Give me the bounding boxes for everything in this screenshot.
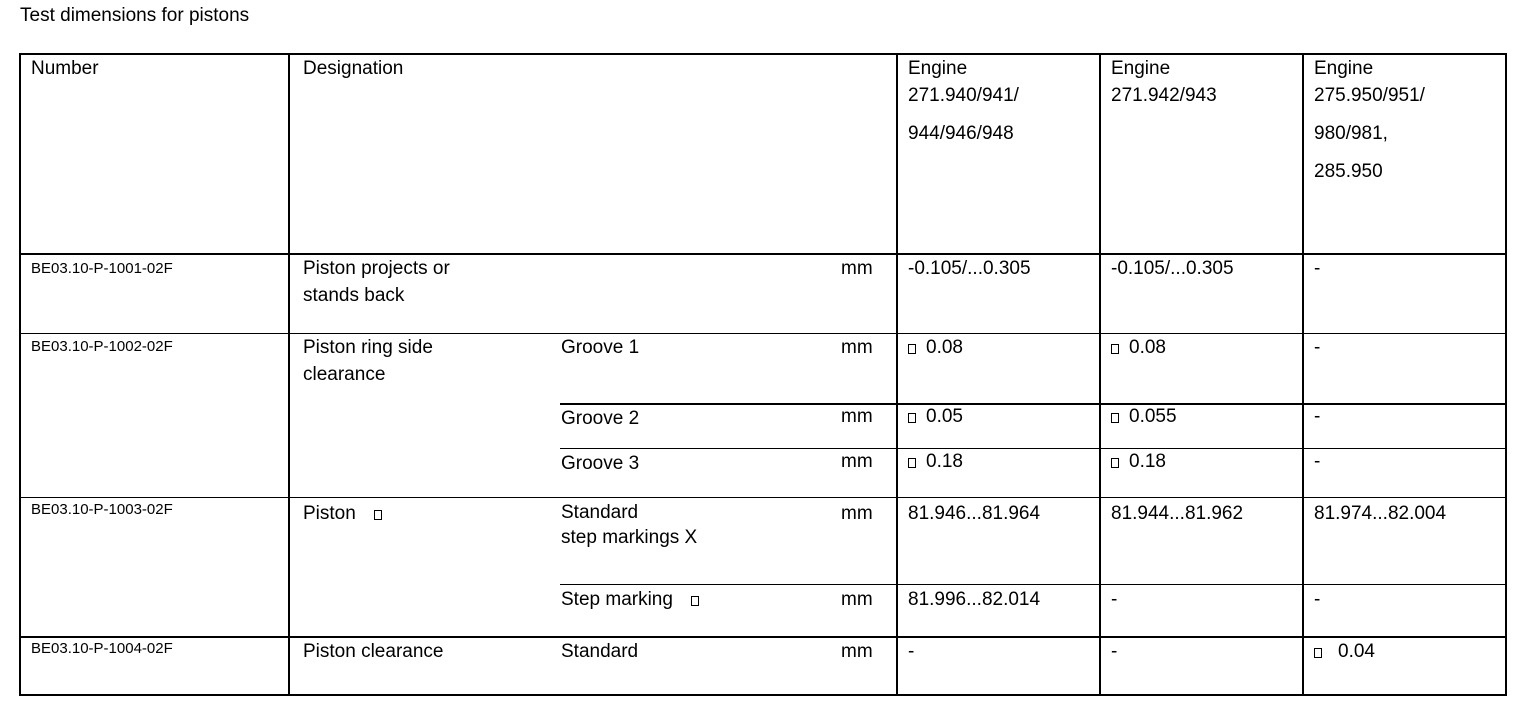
unit-label: mm — [841, 503, 873, 524]
symbol-icon — [908, 458, 916, 468]
sub-label: Groove 1 — [561, 337, 640, 358]
value-engine-2: 0.055 — [1111, 403, 1177, 430]
symbol-icon — [1314, 648, 1322, 658]
table-row-designation: Piston ring side clearance — [303, 337, 433, 385]
unit-label: mm — [841, 337, 873, 358]
value-engine-3: 0.04 — [1314, 638, 1375, 665]
table-row-designation: Piston projects or stands back — [303, 258, 450, 306]
value-engine-3: - — [1314, 589, 1321, 610]
table-row-number: BE03.10-P-1002-02F — [31, 338, 173, 355]
table-divider — [560, 584, 1507, 585]
value-engine-1: 0.08 — [908, 334, 963, 361]
sub-label: Groove 3 — [561, 453, 640, 474]
table-row-designation: Piston — [303, 500, 392, 527]
table-divider — [1099, 53, 1101, 696]
symbol-icon — [1111, 344, 1119, 354]
table-row-number: BE03.10-P-1001-02F — [31, 260, 173, 277]
table-divider — [19, 333, 1507, 334]
value-engine-3: - — [1314, 406, 1321, 427]
value-engine-2: 0.08 — [1111, 334, 1166, 361]
value-engine-2: - — [1111, 641, 1118, 662]
table-divider — [19, 636, 1507, 638]
table-border-top — [19, 53, 1507, 55]
table-row-number: BE03.10-P-1004-02F — [31, 640, 173, 657]
page-title: Test dimensions for pistons — [20, 5, 250, 26]
header-engine-3: Engine 275.950/951/ 980/981, 285.950 — [1314, 58, 1425, 182]
table-divider — [896, 53, 898, 696]
header-engine-2: Engine 271.942/943 — [1111, 58, 1217, 106]
sub-label: Standard — [561, 641, 639, 662]
symbol-icon — [374, 510, 382, 520]
value-engine-1: 81.946...81.964 — [908, 503, 1041, 524]
table-divider — [19, 497, 1507, 498]
value-engine-3: - — [1314, 258, 1321, 279]
table-border-right — [1505, 53, 1507, 696]
table-divider — [19, 253, 1507, 255]
symbol-icon — [691, 596, 699, 606]
table-divider — [288, 53, 290, 696]
symbol-icon — [1111, 458, 1119, 468]
value-engine-1: 81.996...82.014 — [908, 589, 1041, 610]
value-engine-2: -0.105/...0.305 — [1111, 258, 1234, 279]
unit-label: mm — [841, 641, 873, 662]
value-engine-1: 0.05 — [908, 403, 963, 430]
symbol-icon — [908, 413, 916, 423]
table-border-bottom — [19, 694, 1507, 696]
sub-label: Standard step markings X — [561, 502, 698, 548]
unit-label: mm — [841, 406, 873, 427]
value-engine-2: - — [1111, 589, 1118, 610]
header-designation: Designation — [303, 58, 404, 79]
sub-label: Groove 2 — [561, 408, 640, 429]
value-engine-2: 81.944...81.962 — [1111, 503, 1244, 524]
table-divider — [560, 448, 1507, 449]
value-engine-3: - — [1314, 451, 1321, 472]
header-engine-1: Engine 271.940/941/ 944/946/948 — [908, 58, 1019, 144]
symbol-icon — [1111, 413, 1119, 423]
unit-label: mm — [841, 451, 873, 472]
sub-label: Step marking — [561, 586, 709, 613]
table-row-number: BE03.10-P-1003-02F — [31, 501, 173, 518]
value-engine-1: -0.105/...0.305 — [908, 258, 1031, 279]
value-engine-3: - — [1314, 337, 1321, 358]
value-engine-2: 0.18 — [1111, 448, 1166, 475]
unit-label: mm — [841, 258, 873, 279]
value-engine-3: 81.974...82.004 — [1314, 503, 1447, 524]
value-engine-1: - — [908, 641, 915, 662]
header-number: Number — [31, 58, 99, 79]
table-row-designation: Piston clearance — [303, 641, 444, 662]
unit-label: mm — [841, 589, 873, 610]
table-border-left — [19, 53, 21, 696]
symbol-icon — [908, 344, 916, 354]
table-divider — [1302, 53, 1304, 696]
value-engine-1: 0.18 — [908, 448, 963, 475]
table-divider — [560, 403, 1507, 405]
